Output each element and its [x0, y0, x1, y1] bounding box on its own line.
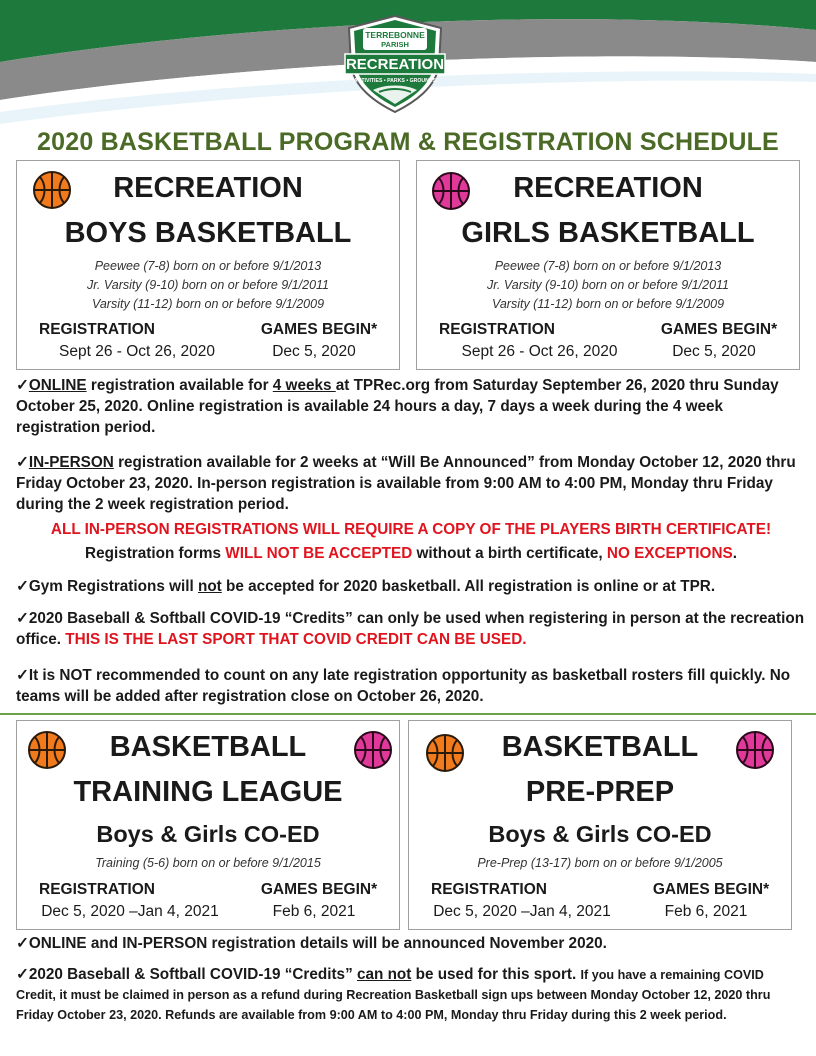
preprep-games-label: GAMES BEGIN*: [652, 881, 770, 898]
logo-line3: RECREATION: [345, 56, 445, 73]
training-card-title2: TRAINING LEAGUE: [73, 776, 343, 808]
preprep-card-ages: Pre-Prep (13-17) born on or before 9/1/2005: [477, 856, 723, 870]
training-card-title3: Boys & Girls CO-ED: [96, 821, 320, 847]
online-in-person-details-text: ✓ONLINE and IN-PERSON registration details will be announced November 2020.: [16, 935, 607, 952]
training-reg-value: Dec 5, 2020 –Jan 4, 2021: [41, 903, 219, 920]
girls-reg-value: Sept 26 - Oct 26, 2020: [461, 343, 618, 360]
training-games-value: Feb 6, 2021: [272, 903, 356, 920]
training-card-ages: Training (5-6) born on or before 9/1/2015: [95, 856, 321, 870]
training-reg-label: REGISTRATION: [39, 881, 155, 898]
boys-card-ages: Peewee (7-8) born on or before 9/1/2013 Jr. Varsity (9-10) born on or before 9/1/2011 Varsity (11-12) born on or before 9/1/2009: [86, 259, 330, 311]
preprep-reg-label: REGISTRATION: [431, 881, 547, 898]
boys-games-label: GAMES BEGIN*: [260, 321, 378, 338]
birth-certificate-warning: ALL IN-PERSON REGISTRATIONS WILL REQUIRE A COPY OF THE PLAYERS BIRTH CERTIFICATE!: [50, 521, 772, 538]
logo-line2: PARISH: [381, 40, 409, 49]
logo-line1: TERREBONNE: [365, 30, 425, 40]
preprep-reg-value: Dec 5, 2020 –Jan 4, 2021: [433, 903, 611, 920]
pre-prep-card: [408, 720, 792, 930]
boys-games-value: Dec 5, 2020: [272, 343, 356, 360]
boys-card-title2: BOYS BASKETBALL: [64, 217, 352, 249]
girls-reg-label: REGISTRATION: [439, 321, 555, 338]
girls-basketball-card: [416, 160, 800, 370]
girls-card-title1: RECREATION: [513, 172, 703, 204]
terrebonne-recreation-logo: [343, 14, 447, 114]
covid-credit-text: ✓2020 Baseball & Softball COVID-19 “Credits” can only be used when registering in person at the recreation office. THIS IS THE LAST SPORT THAT COVID CREDIT CAN BE USED.: [16, 610, 805, 648]
registration-forms-warning: Registration forms WILL NOT BE ACCEPTED without a birth certificate, NO EXCEPTIONS.: [85, 545, 737, 562]
section-divider: [0, 713, 816, 715]
boys-reg-value: Sept 26 - Oct 26, 2020: [59, 343, 215, 360]
training-league-card: [16, 720, 400, 930]
gym-registration-text: ✓Gym Registrations will not be accepted for 2020 basketball. All registration is online or at TPR.: [16, 578, 716, 595]
training-games-label: GAMES BEGIN*: [260, 881, 378, 898]
in-person-registration-text: ✓IN-PERSON registration available for 2 weeks at “Will Be Announced” from Monday October 12, 2020 thru Friday October 23, 2020. In-person registration is available from 9:00 AM to 4:00 PM, Monday thru Friday during the 2 week registration period.: [16, 454, 796, 513]
girls-card-ages: Peewee (7-8) born on or before 9/1/2013 Jr. Varsity (9-10) born on or before 9/1/2011 Varsity (11-12) born on or before 9/1/2009: [486, 259, 730, 311]
training-card-title1: BASKETBALL: [109, 731, 307, 763]
preprep-card-title3: Boys & Girls CO-ED: [488, 821, 712, 847]
logo-line4: ACTIVITIES • PARKS • GROUNDS: [353, 78, 437, 84]
boys-card-title1: RECREATION: [113, 172, 303, 204]
online-registration-text: ✓ONLINE registration available for 4 weeks at TPRec.org from Saturday September 26, 2020 thru Sunday October 25, 2020. Online registration is available 24 hours a day, 7 days a week during the 4 week registration period.: [16, 377, 779, 436]
girls-card-title2: GIRLS BASKETBALL: [461, 217, 755, 249]
girls-games-label: GAMES BEGIN*: [660, 321, 778, 338]
preprep-card-title2: PRE-PREP: [525, 776, 675, 808]
preprep-games-value: Feb 6, 2021: [664, 903, 748, 920]
preprep-card-title1: BASKETBALL: [501, 731, 699, 763]
boys-reg-label: REGISTRATION: [39, 321, 155, 338]
page-title: 2020 BASKETBALL PROGRAM & REGISTRATION SCHEDULE: [37, 128, 779, 156]
covid-credit-refund-text: ✓2020 Baseball & Softball COVID-19 “Credits” can not be used for this sport. If you have a remaining COVID Credit, it must be claimed in person as a refund during Recreation Basketball sign ups between Monday October 12, 2020 thru Friday October 23, 2020. Refunds are available from 9:00 AM to 4:00 PM, Monday thru Friday during this 2 week period.: [16, 966, 771, 1022]
girls-games-value: Dec 5, 2020: [672, 343, 756, 360]
late-registration-text: ✓It is NOT recommended to count on any late registration opportunity as basketball rosters fill quickly. No teams will be added after registration close on October 26, 2020.: [16, 667, 791, 705]
boys-basketball-card: [16, 160, 400, 370]
